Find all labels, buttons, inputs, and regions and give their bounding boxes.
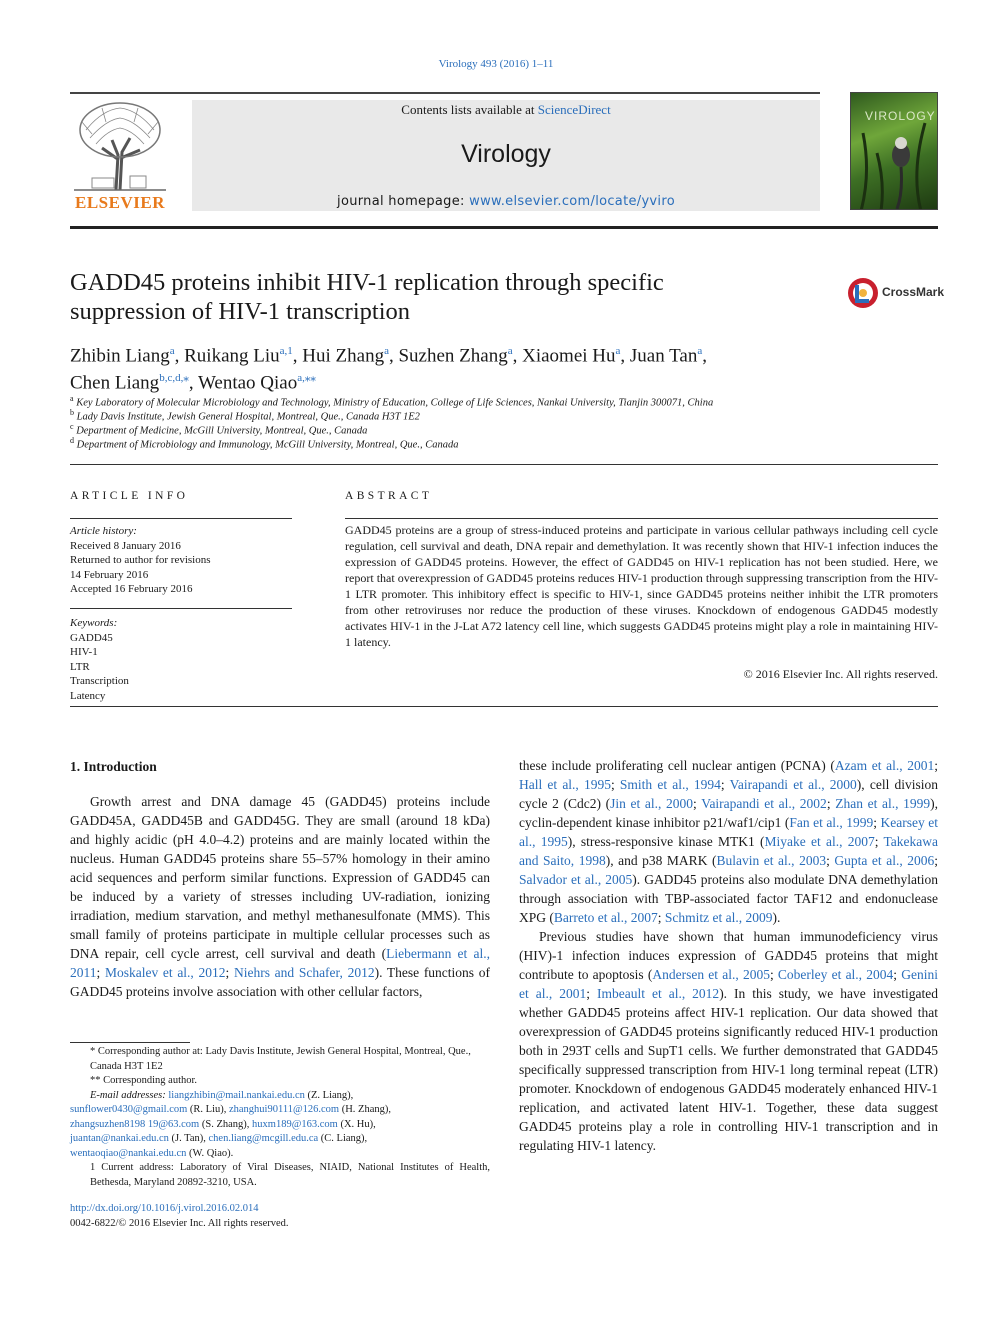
intro-paragraph-2: Previous studies have shown that human immunodeficiency virus (HIV)-1 infection induces expression of GADD45 proteins that might contribute to apoptosis (Andersen et al., 2005; Coberley et al., 2004; Genini et al., 2001; Imbeault et al., 2012). In this study, we have investigated whether GADD45 proteins affect HIV-1 replication. Our data showed that overexpression of GADD45 proteins significantly reduced HIV-1 production both in 293T cells and SupT1 cells. We further demonstrated that GADD45 specifically suppressed transcription from HIV-1 long terminal repeat (LTR) promoter. Knockdown of endogenous GADD45 moderately enhanced HIV-1 replication, and activated latent HIV-1. Together, these data suggest GADD45 proteins play a role in controlling HIV-1 transcription and in regulating HIV-1 latency.	[519, 929, 938, 1153]
cover-art-icon	[851, 93, 938, 210]
author-affil-mark[interactable]: a,1	[279, 345, 293, 357]
abstract-bottom-rule	[70, 706, 938, 707]
author-affil-mark[interactable]: a	[615, 345, 621, 357]
crossmark-button[interactable]	[846, 276, 945, 310]
title-line-1: GADD45 proteins inhibit HIV-1 replication through specific	[70, 269, 664, 296]
history-label: Article history:	[70, 525, 137, 537]
intro-column-left	[70, 792, 490, 1001]
intro-paragraph-1-cont: these include proliferating cell nuclear antigen (PCNA) (Azam et al., 2001; Hall et al., 1995; Smith et al., 1994; Vairapandi et al., 2000), cell division cycle 2 (Cdc2) (Jin et al., 2000; Vairapandi et al., 2002; Zhan et al., 1999), cyclin-dependent kinase inhibitor p21/waf1/cip1 (Fan et al., 1999; Kearsey et al., 1995), stress-responsive kinase MTK1 (Miyake et al., 2007; Takekawa and Saito, 1998), and p38 MARK (Bulavin et al., 2003; Gupta et al., 2006; Salvador et al., 2005). GADD45 proteins also modulate DNA demethylation through association with TBP-associated factor TAF12 and endonuclease XPG (Barreto et al., 2007; Schmitz et al., 2009).	[519, 758, 938, 925]
email-line: sunflower0430@gmail.com (R. Liu), zhanghui90111@126.com (H. Zhang),	[70, 1104, 391, 1115]
sciencedirect-link[interactable]: ScienceDirect	[537, 102, 611, 117]
history-item: Received 8 January 2016	[70, 539, 181, 552]
keyword[interactable]: HIV-1	[70, 646, 98, 658]
citation-link[interactable]: Moskalev et al., 2012	[104, 965, 226, 980]
citation-link[interactable]: Fan et al., 1999	[789, 815, 874, 830]
author-line-1: Zhibin Liang$^a$, Ruikang Liu$^{a,1}$, Hui Zhang$^a$, Suzhen Zhang$^a$, Xiaomei Hu$^a$, Juan Tan$^a$,	[70, 345, 707, 367]
email-link[interactable]: zhanghui90111@126.com	[228, 1104, 340, 1115]
abstract-rule	[345, 518, 938, 519]
introduction-heading: 1. Introduction	[70, 759, 157, 774]
citation-link[interactable]: Kearsey et al., 1995	[519, 815, 938, 849]
author-affil-mark[interactable]: a,⁎⁎	[297, 372, 316, 385]
journal-name[interactable]: Virology	[461, 140, 551, 168]
author[interactable]: Chen Liang	[70, 372, 160, 394]
author[interactable]: Juan Tan	[629, 345, 698, 367]
doi-block	[70, 1202, 490, 1231]
author-affil-mark[interactable]: a	[697, 345, 703, 357]
author-affil-mark[interactable]: a	[384, 345, 389, 357]
affiliation-b: $^b$ Lady Davis Institute, Jewish General Hospital, Montreal, Que., Canada H3T 1E2	[70, 408, 420, 423]
citation-link[interactable]: Imbeault et al., 2012	[596, 986, 720, 1001]
elsevier-tree-icon	[72, 100, 168, 192]
current-address-note: 1 Current address: Laboratory of Viral Diseases, NIAID, National Institutes of Health, Bethesda, Maryland 20892-3210, USA.	[90, 1162, 490, 1188]
citation-link[interactable]: Smith et al., 1994	[619, 777, 721, 792]
keyword[interactable]: GADD45	[70, 631, 113, 644]
article-info-rule	[70, 518, 292, 519]
citation-link[interactable]: Zhan et al., 1999	[835, 796, 931, 811]
history-item: 14 February 2016	[70, 568, 149, 581]
email-line: zhangsuzhen8198 19@63.com (S. Zhang), huxm189@163.com (X. Hu),	[70, 1118, 376, 1130]
abstract-heading: ABSTRACT	[345, 490, 433, 502]
email-link[interactable]: liangzhibin@mail.nankai.edu.cn	[168, 1089, 305, 1101]
contents-line	[192, 102, 820, 118]
citation-link[interactable]: Takekawa and Saito, 1998	[519, 834, 938, 868]
author[interactable]: Wentao Qiao	[198, 372, 298, 394]
cover-title: VIROLOGY	[865, 109, 936, 123]
citation-link[interactable]: Vairapandi et al., 2000	[729, 777, 857, 792]
intro-paragraph-1: Growth arrest and DNA damage 45 (GADD45) proteins include GADD45A, GADD45B and GADD45G. They are small (around 18 kDa) and highly acidic (pH 4.0–4.2) proteins and are mainly located within the nucleus. Human GADD45 proteins share 55–57% homology in their amino acid sequences and perform similar functions. Expression of GADD45 can be induced by a variety of stresses including UV-radiation, ionizing irradiation, medium starvation, and methyl methanesulfonate (MMS). This small family of proteins participate in multiple cellular processes such as DNA repair, cell cycle arrest, cell survival and death (Liebermann et al., 2011; Moskalev et al., 2012; Niehrs and Schafer, 2012). These functions of GADD45 proteins involve association with other cellular factors,	[70, 794, 490, 999]
citation-link[interactable]: Coberley et al., 2004	[777, 967, 894, 982]
homepage-line	[192, 194, 820, 209]
citation-link[interactable]: Barreto et al., 2007	[553, 910, 658, 925]
citation-link[interactable]: Genini et al., 2001	[519, 967, 938, 1001]
email-link[interactable]: juantan@nankai.edu.cn	[70, 1133, 169, 1144]
footnote-rule	[70, 1042, 190, 1043]
intro-column-right	[519, 756, 938, 1155]
citation-link[interactable]: Gupta et al., 2006	[834, 853, 935, 868]
citation-link[interactable]: Vairapandi et al., 2002	[701, 796, 827, 811]
corresponding-star-icon: ⁎	[183, 372, 189, 385]
email-link[interactable]: wentaoqiao@nankai.edu.cn	[70, 1147, 187, 1159]
title-line-2: suppression of HIV-1 transcription	[70, 298, 411, 325]
history-item: Accepted 16 February 2016	[70, 583, 193, 595]
citation-link[interactable]: Andersen et al., 2005	[652, 967, 770, 982]
author[interactable]: Ruikang Liu	[184, 345, 280, 367]
abstract-text: GADD45 proteins are a group of stress-induced proteins and participate in various cellular pathways including cell cycle regulation, cell survival and death, DNA repair and demethylation. It was recently shown that HIV-1 infection induces the expression of GADD45 proteins. However, the effect of GADD45 on HIV-1 replication has not been studied. Here, we report that overexpression of GADD45 proteins reduces HIV-1 production through suppressing transcription from the HIV-1 LTR promoter. This inhibitory effect is specific to HIV-1, since GADD45 proteins neither inhibit the LTR promoters from other retroviruses nor reduce the production of these viruses. Knockdown of endogenous GADD45 modestly activates HIV-1 in the J-Lat A72 latency cell line, which suggests GADD45 proteins might play a role in maintaining HIV-1 latency.	[345, 523, 938, 649]
corresponding-note-1: * Corresponding author at: Lady Davis Institute, Jewish General Hospital, Montreal, Que., Canada H3T 1E2	[90, 1046, 471, 1072]
article-title	[70, 268, 810, 326]
contents-prefix: Contents lists available at	[401, 102, 538, 117]
citation-link[interactable]: Liebermann et al., 2011	[70, 946, 490, 980]
keyword[interactable]: LTR	[70, 660, 90, 673]
author[interactable]: Xiaomei Hu	[522, 345, 616, 367]
email-link[interactable]: huxm189@163.com	[252, 1118, 338, 1130]
homepage-prefix: journal homepage:	[337, 194, 470, 209]
author-list	[70, 340, 930, 395]
citation-link[interactable]: Salvador et al., 2005	[519, 872, 633, 887]
affiliations-rule	[70, 464, 938, 465]
history-item: Returned to author for revisions	[70, 554, 211, 566]
citation-link[interactable]: Hall et al., 1995	[519, 777, 611, 792]
citation-link[interactable]: Niehrs and Schafer, 2012	[233, 965, 375, 980]
email-link[interactable]: sunflower0430@gmail.com	[70, 1104, 188, 1115]
email-line: wentaoqiao@nankai.edu.cn (W. Qiao).	[70, 1147, 234, 1159]
citation-link[interactable]: Azam et al., 2001	[834, 758, 935, 773]
citation-link[interactable]: Jin et al., 2000	[610, 796, 694, 811]
email-label: E-mail addresses:	[90, 1089, 169, 1101]
author-affil-mark[interactable]: b,c,d,⁎	[159, 372, 189, 385]
keywords-label: Keywords:	[70, 617, 118, 629]
header-top-rule	[70, 92, 820, 94]
journal-header-box	[192, 100, 820, 211]
citation-link[interactable]: Bulavin et al., 2003	[716, 853, 827, 868]
author[interactable]: Suzhen Zhang	[398, 345, 508, 367]
email-link[interactable]: chen.liang@mcgill.edu.ca	[208, 1133, 319, 1144]
keywords-block	[70, 616, 292, 703]
doi-link[interactable]: http://dx.doi.org/10.1016/j.virol.2016.02.014	[70, 1203, 259, 1214]
keywords-rule	[70, 608, 292, 609]
email-addresses: E-mail addresses: liangzhibin@mail.nankai.edu.cn (Z. Liang),	[90, 1089, 354, 1101]
keyword[interactable]: Transcription	[70, 675, 129, 687]
email-line: juantan@nankai.edu.cn (J. Tan), chen.liang@mcgill.edu.ca (C. Liang),	[70, 1133, 368, 1144]
homepage-link[interactable]: www.elsevier.com/locate/yviro	[469, 194, 675, 209]
author-affil-mark[interactable]: a	[169, 345, 175, 357]
corresponding-note-2: ** Corresponding author.	[90, 1075, 198, 1086]
citation-link[interactable]: Schmitz et al., 2009	[664, 910, 773, 925]
crossmark-label: CrossMark	[882, 285, 945, 299]
article-history	[70, 524, 292, 597]
crossmark-icon	[846, 276, 880, 310]
affiliation-d: $^d$ Department of Microbiology and Immunology, McGill University, Montreal, Que., Canada	[70, 436, 459, 451]
journal-citation[interactable]: Virology 493 (2016) 1–11	[438, 58, 554, 70]
issn-line: 0042-6822/© 2016 Elsevier Inc. All rights reserved.	[70, 1217, 289, 1229]
citation-link[interactable]: Miyake et al., 2007	[764, 834, 875, 849]
header-bottom-rule	[70, 226, 938, 229]
author[interactable]: Hui Zhang	[302, 345, 385, 367]
author[interactable]: Zhibin Liang	[70, 345, 170, 367]
affiliation-c: $^c$ Department of Medicine, McGill University, Montreal, Que., Canada	[70, 422, 368, 437]
author-line-2: Chen Liang$^{b,c,d,⁎}$, Wentao Qiao$^{a,⁎⁎}$	[70, 372, 316, 394]
corresponding-double-star-icon: ⁎⁎	[304, 372, 316, 385]
elsevier-wordmark: ELSEVIER	[75, 193, 165, 212]
footnotes	[70, 1045, 490, 1190]
abstract-copyright: © 2016 Elsevier Inc. All rights reserved.	[743, 667, 938, 681]
keyword[interactable]: Latency	[70, 689, 106, 702]
article-info-heading: ARTICLE INFO	[70, 490, 189, 502]
affiliation-a: $^a$ Key Laboratory of Molecular Microbiology and Technology, Ministry of Education, College of Life Sciences, Nankai University, Tianjin 300071, China	[70, 394, 714, 409]
author-affil-mark[interactable]: a	[507, 345, 513, 357]
email-link[interactable]: zhangsuzhen8198 19@63.com	[70, 1118, 200, 1130]
elsevier-logo[interactable]	[70, 100, 170, 212]
journal-cover-image[interactable]	[850, 92, 938, 210]
